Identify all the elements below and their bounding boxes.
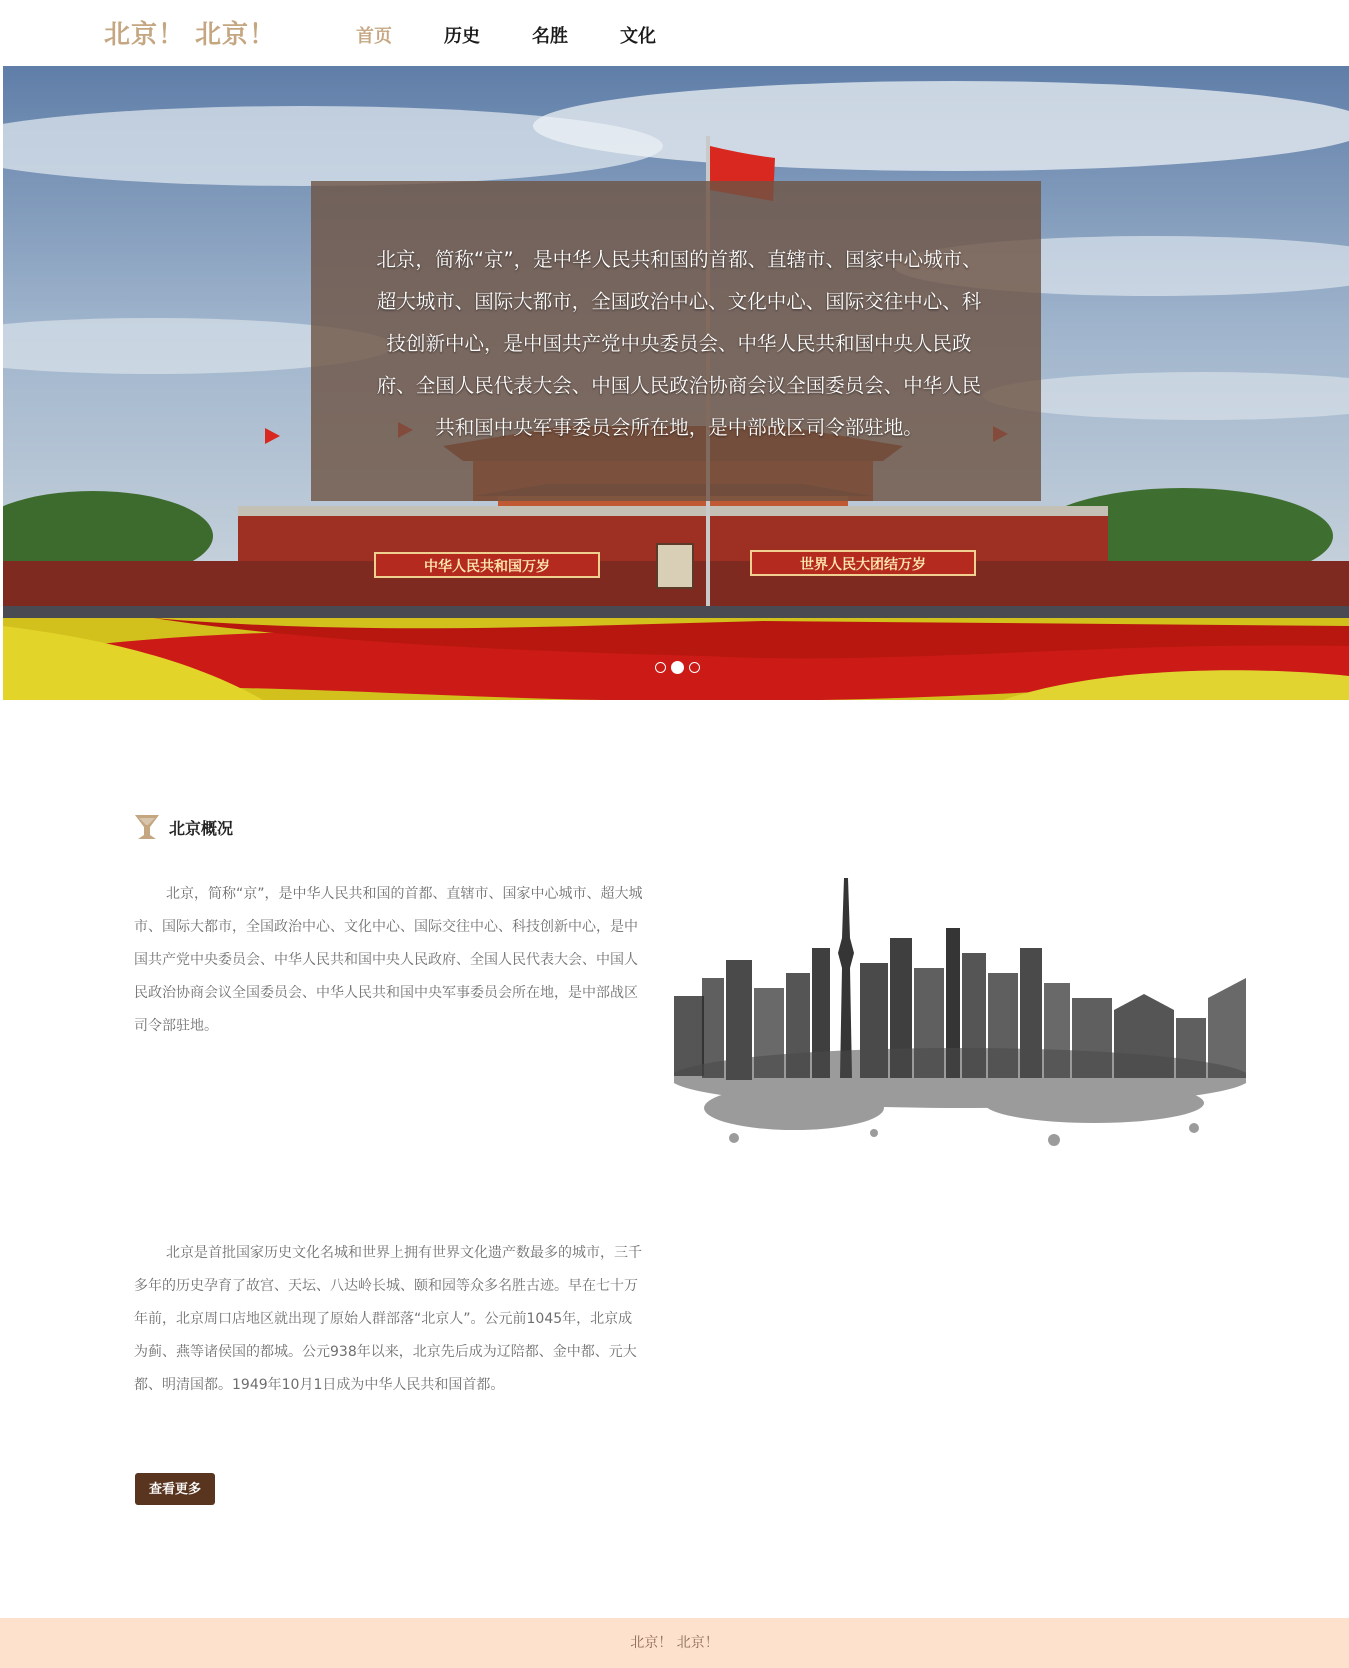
nav-item-culture[interactable]: 文化 <box>620 26 656 47</box>
hero-caption-text: 北京，简称“京”，是中华人民共和国的首都、直辖市、国家中心城市、超大城市、国际大都市，全国政治中心、文化中心、国际交往中心、科技创新中心，是中国共产党中央委员会、中华人民共和国中央人民政府、全国人民代表大会、中国人民政治协商会议全国委员会、中华人民共和国中央军事委员会所在地，是中部战区司令部驻地。 <box>376 248 982 439</box>
banner-right-text: 世界人民大团结万岁 <box>800 557 926 573</box>
overview-paragraph-1: 北京，简称“京”，是中华人民共和国的首都、直辖市、国家中心城市、超大城市、国际大都市，全国政治中心、文化中心、国际交往中心、科技创新中心，是中国共产党中央委员会、中华人民共和国中央人民政府、全国人民代表大会、中国人民政治协商会议全国委员会、中华人民共和国中央军事委员会所在地，是中部战区司令部驻地。 <box>134 886 643 1034</box>
site-logo[interactable]: 北京！ 北京！ <box>104 20 277 50</box>
site-footer: 北京！ 北京！ <box>0 1618 1349 1668</box>
overview-heading <box>133 813 233 841</box>
overview-paragraph-2: 北京是首批国家历史文化名城和世界上拥有世界文化遗产数最多的城市，三千多年的历史孕育了故宫、天坛、八达岭长城、颐和园等众多名胜古迹。早在七十万年前，北京周口店地区就出现了原始人群部落“北京人”。公元前1045年，北京成为蓟、燕等诸侯国的都城。公元938年以来，北京先后成为辽陪都、金中都、元大都、明清国都。1949年10月1日成为中华人民共和国首都。 <box>134 1245 642 1393</box>
goblet-icon <box>133 813 161 841</box>
carousel-dot-1[interactable] <box>655 662 666 673</box>
main-nav <box>352 22 704 48</box>
banner-left-text: 中华人民共和国万岁 <box>424 559 550 575</box>
nav-item-home[interactable]: 首页 <box>356 26 392 47</box>
view-more-button[interactable]: 查看更多 <box>135 1473 215 1505</box>
overview-title: 北京概况 <box>169 818 234 838</box>
carousel-dot-2[interactable] <box>671 661 684 674</box>
hero-carousel[interactable] <box>3 66 1349 700</box>
hero-caption-box <box>311 181 1041 501</box>
site-header <box>0 0 1349 66</box>
nav-item-attractions[interactable]: 名胜 <box>532 26 568 47</box>
beijing-skyline-image <box>674 878 1246 1160</box>
carousel-indicators <box>655 662 705 674</box>
nav-item-history[interactable]: 历史 <box>444 26 480 47</box>
carousel-dot-3[interactable] <box>689 662 700 673</box>
